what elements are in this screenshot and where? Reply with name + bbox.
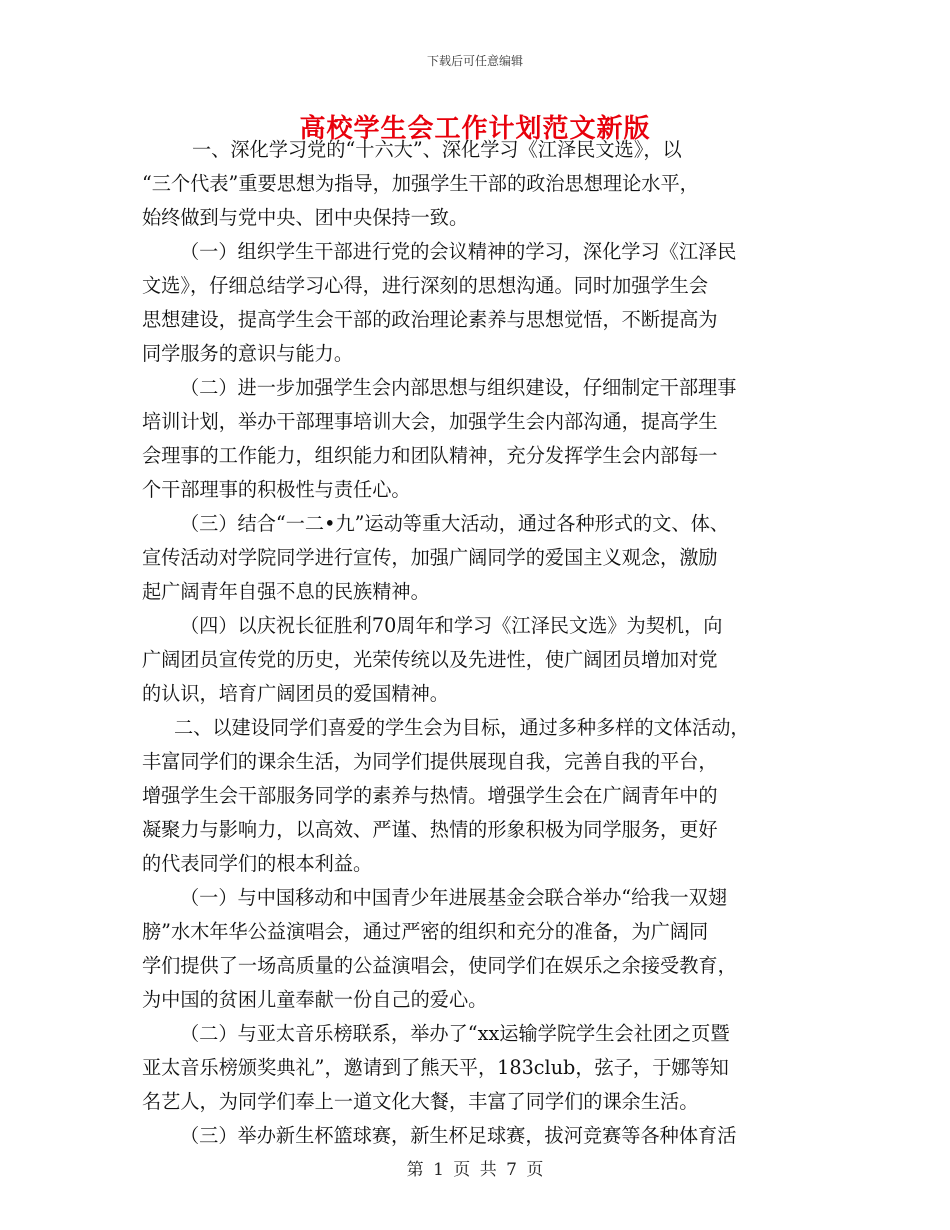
body-line: 丰富同学们的课余生活，为同学们提供展现自我，完善自我的平台， — [142, 750, 718, 773]
body-line: “三个代表”重要思想为指导，加强学生干部的政治思想理论水平， — [142, 172, 699, 195]
body-line: （三）结合“一二•九”运动等重大活动，通过各种形式的文、体、 — [180, 512, 729, 535]
body-line: 亚太音乐榜颁奖典礼”，邀请到了熊天平，183club，弦子，于娜等知 — [142, 1056, 729, 1079]
body-line: 的认识，培育广阔团员的爱国精神。 — [142, 682, 449, 705]
body-line: 培训计划，举办干部理事培训大会，加强学生会内部沟通，提高学生 — [142, 410, 718, 433]
body-line: （二）进一步加强学生会内部思想与组织建设，仔细制定干部理事 — [180, 376, 737, 399]
body-line: （一）与中国移动和中国青少年进展基金会联合举办“给我一双翅 — [180, 886, 728, 909]
body-line: （三）举办新生杯篮球赛，新生杯足球赛，拔河竞赛等各种体育活 — [180, 1124, 737, 1147]
body-line: 会理事的工作能力，组织能力和团队精神，充分发挥学生会内部每一 — [142, 444, 718, 467]
body-line: （二）与亚太音乐榜联系，举办了“xx运输学院学生会社团之页暨 — [180, 1022, 730, 1045]
page-header-note: 下载后可任意编辑 — [426, 54, 523, 68]
body-line: 增强学生会干部服务同学的素养与热情。增强学生会在广阔青年中的 — [142, 784, 718, 807]
body-line: 广阔团员宣传党的历史，光荣传统以及先进性，使广阔团员增加对党 — [142, 648, 718, 671]
body-line: 起广阔青年自强不息的民族精神。 — [142, 580, 430, 603]
body-line: 的代表同学们的根本利益。 — [142, 852, 373, 875]
body-line: 学们提供了一场高质量的公益演唱会，使同学们在娱乐之余接受教育， — [142, 954, 737, 977]
body-line: 个干部理事的积极性与责任心。 — [142, 478, 411, 501]
body-line: 一、深化学习党的“十六大”、深化学习《江泽民文选》，以 — [192, 138, 682, 161]
body-line: （四）以庆祝长征胜利70周年和学习《江泽民文选》为契机，向 — [180, 614, 723, 637]
body-line: 为中国的贫困儿童奉献一份自己的爱心。 — [142, 988, 488, 1011]
body-line: 文选》，仔细总结学习心得，进行深刻的思想沟通。同时加强学生会 — [142, 274, 709, 297]
body-line: 名艺人，为同学们奉上一道文化大餐，丰富了同学们的课余生活。 — [142, 1090, 699, 1113]
body-line: 凝聚力与影响力，以高效、严谨、热情的形象积极为同学服务，更好 — [142, 818, 718, 841]
document-title: 高校学生会工作计划范文新版 — [299, 114, 651, 144]
body-line: 思想建设，提高学生会干部的政治理论素养与思想觉悟，不断提高为 — [142, 308, 718, 331]
body-line: 同学服务的意识与能力。 — [142, 342, 354, 365]
page-footer: 第 1 页 共 7 页 — [406, 1160, 544, 1180]
body-line: 膀”水木年华公益演唱会，通过严密的组织和充分的准备，为广阔同 — [142, 920, 709, 943]
body-line: 宣传活动对学院同学进行宣传，加强广阔同学的爱国主义观念，激励 — [142, 546, 718, 569]
body-line: （一）组织学生干部进行党的会议精神的学习，深化学习《江泽民 — [180, 240, 737, 263]
body-line: 始终做到与党中央、团中央保持一致。 — [142, 206, 469, 229]
document-body — [142, 133, 812, 1153]
body-line: 二、以建设同学们喜爱的学生会为目标，通过多种多样的文体活动， — [174, 716, 750, 739]
